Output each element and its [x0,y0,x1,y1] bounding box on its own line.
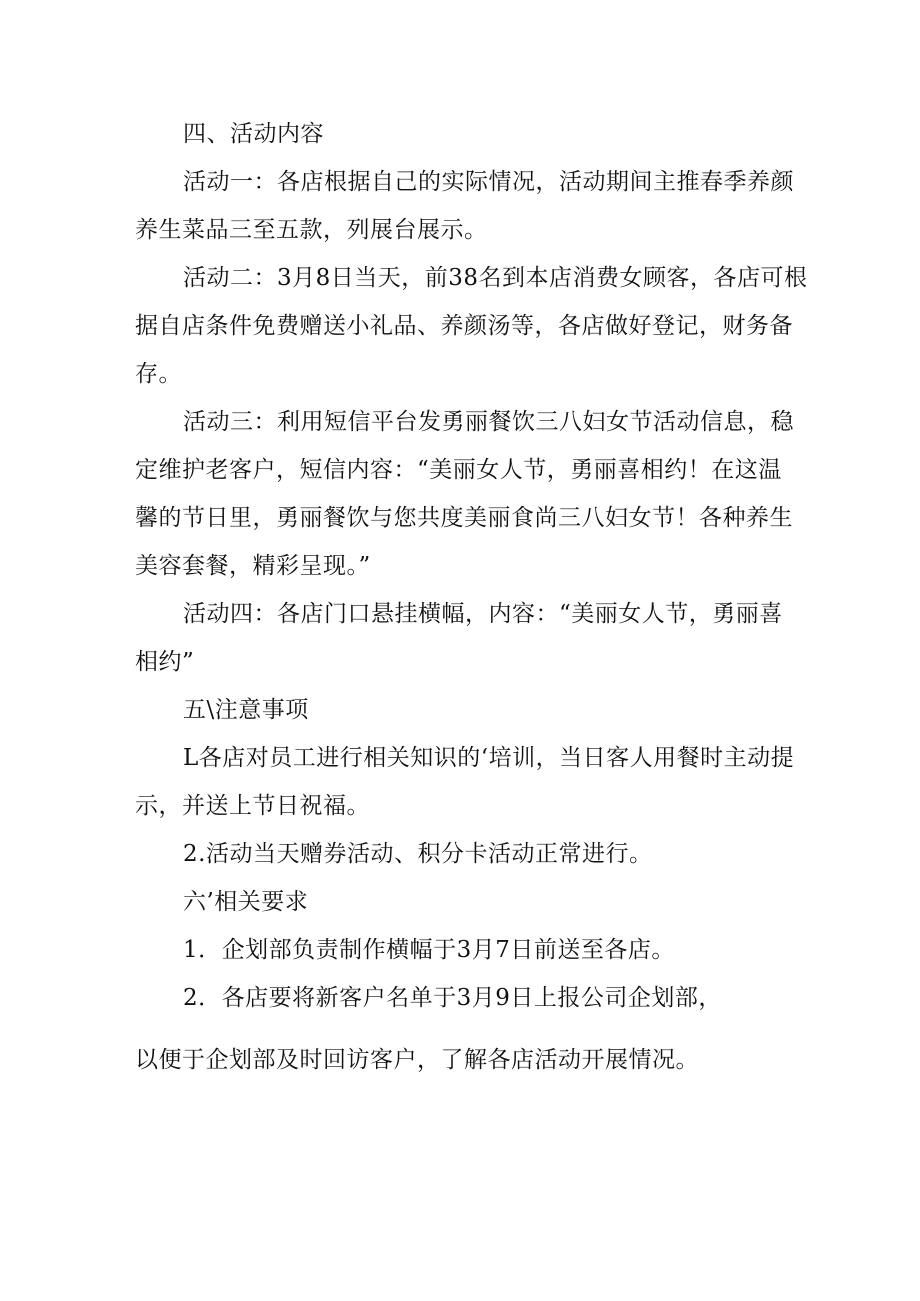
paragraph-line: 据自店条件免费赠送小礼品、养颜汤等，各店做好登记，财务备 [135,313,793,339]
activity-4-paragraph [135,590,795,686]
paragraph-line: L各店对员工进行相关知识的‘培训，当日客人用餐时主动提 [183,745,795,771]
paragraph-line: 活动二：3月8日当天，前38名到本店消费女顾客，各店可根 [183,265,808,291]
activity-1-paragraph [135,158,795,254]
document-body [135,110,808,1084]
closing-paragraph: 以便于企划部及时回访客户，了解各店活动开展情况。 [135,1047,699,1073]
paragraph-line: 美容套餐，精彩呈现。” [135,553,371,579]
note-1-paragraph [135,734,795,830]
paragraph-line: 馨的节日里，勇丽餐饮与您共度美丽食尚三八妇女节！各种养生 [135,505,793,531]
paragraph-line: 活动一：各店根据自己的实际情况，活动期间主推春季养颜 [183,169,794,195]
activity-3-paragraph [135,398,795,590]
paragraph-line: 定维护老客户，短信内容：“美丽女人节，勇丽喜相约！在这温 [135,457,782,483]
note-2-paragraph: 2.活动当天赠券活动、积分卡活动正常进行。 [183,841,653,867]
section-heading-requirements: 六’相关要求 [183,889,309,915]
paragraph-line: 相约” [135,649,195,675]
requirement-2-paragraph: 2．各店要将新客户名单于3月9日上报公司企划部， [183,985,722,1011]
paragraph-line: 示，并送上节日祝福。 [135,793,370,819]
paragraph-line: 活动四：各店门口悬挂横幅，内容：“美丽女人节，勇丽喜 [183,601,783,627]
activity-2-paragraph [135,254,808,398]
section-heading-notes: 五\注意事项 [183,697,309,723]
paragraph-line: 活动三：利用短信平台发勇丽餐饮三八妇女节活动信息，稳 [183,409,794,435]
requirement-1-paragraph: 1．企划部负责制作横幅于3月7日前送至各店。 [183,937,675,963]
section-heading-activities: 四、活动内容 [183,121,324,147]
paragraph-line: 存。 [135,361,182,387]
paragraph-line: 养生菜品三至五款，列展台展示。 [135,217,488,243]
